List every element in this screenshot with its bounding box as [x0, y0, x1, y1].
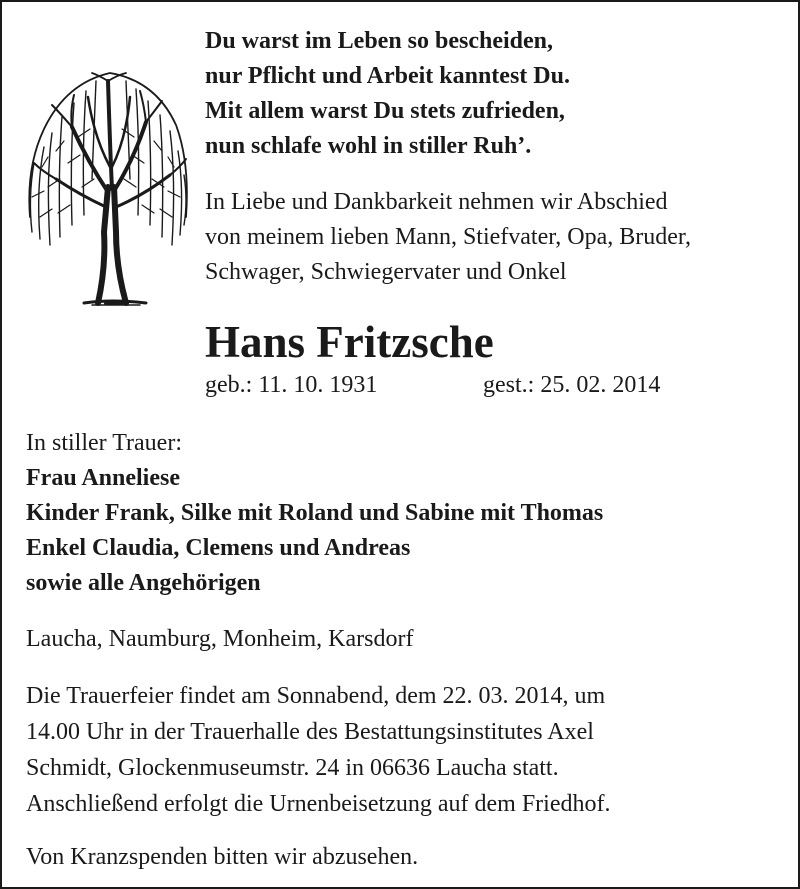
mourner-entry: Frau Anneliese	[26, 465, 180, 491]
intro-line: Schwager, Schwiegervater und Onkel	[205, 259, 567, 285]
mourner-entry: Kinder Frank, Silke mit Roland und Sabine mit Thomas	[26, 500, 604, 526]
birth-date: geb.: 11. 10. 1931	[205, 372, 378, 398]
mourner-entry: Enkel Claudia, Clemens und Andreas	[26, 535, 411, 561]
death-date: gest.: 25. 02. 2014	[483, 372, 661, 398]
places-line: Laucha, Naumburg, Monheim, Karsdorf	[26, 626, 414, 652]
mourners-list	[26, 426, 603, 601]
willow-tree-icon	[22, 67, 190, 309]
closing-note: Von Kranzspenden bitten wir abzusehen.	[26, 844, 419, 870]
intro-line: In Liebe und Dankbarkeit nehmen wir Abschied	[205, 189, 668, 215]
farewell-intro	[205, 185, 691, 290]
verse-line: nun schlafe wohl in stiller Ruh’.	[205, 133, 532, 159]
verse-line: Mit allem warst Du stets zufrieden,	[205, 98, 565, 124]
deceased-name: Hans Fritzsche	[205, 317, 494, 367]
ceremony-line: Die Trauerfeier findet am Sonnabend, dem 22. 03. 2014, um	[26, 683, 606, 709]
verse-line: nur Pflicht und Arbeit kanntest Du.	[205, 63, 570, 89]
mourner-entry: sowie alle Angehörigen	[26, 570, 261, 596]
intro-line: von meinem lieben Mann, Stiefvater, Opa, Bruder,	[205, 224, 691, 250]
ceremony-line: Anschließend erfolgt die Urnenbeisetzung auf dem Friedhof.	[26, 791, 611, 817]
ceremony-line: Schmidt, Glockenmuseumstr. 24 in 06636 Laucha statt.	[26, 755, 559, 781]
mourners-heading: In stiller Trauer:	[26, 430, 182, 456]
life-dates	[205, 370, 661, 400]
verse-line: Du warst im Leben so bescheiden,	[205, 28, 554, 54]
funeral-details	[26, 678, 610, 822]
memorial-verse	[205, 24, 570, 164]
ceremony-line: 14.00 Uhr in der Trauerhalle des Bestattungsinstitutes Axel	[26, 719, 594, 745]
